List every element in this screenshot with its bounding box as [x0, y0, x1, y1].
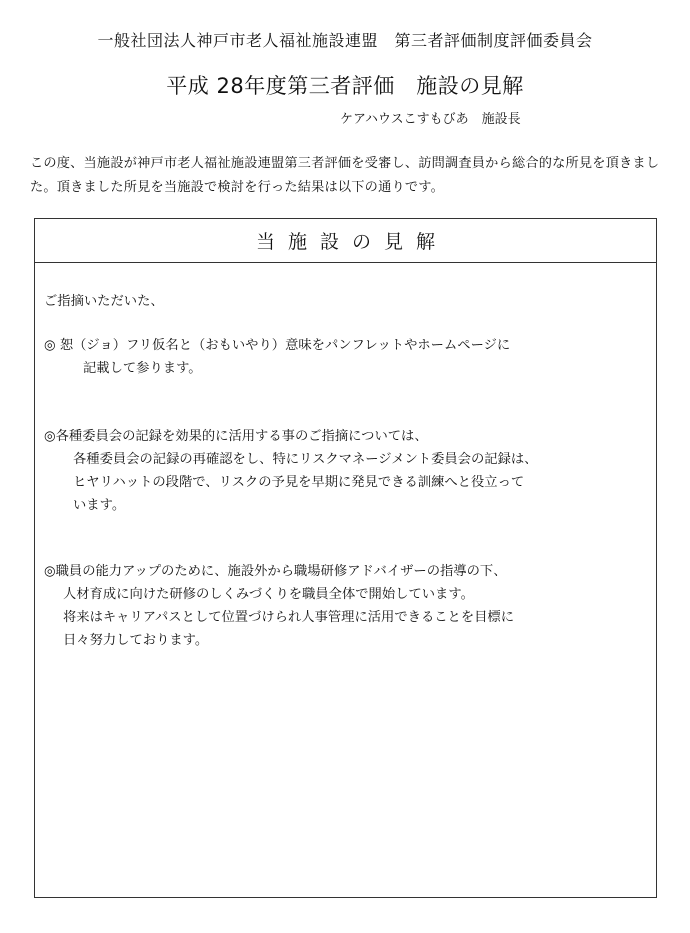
opinion-box-heading: 当施設の見解: [35, 219, 656, 263]
item-2-line-2: 各種委員会の記録の再確認をし、特にリスクマネージメント委員会の記録は、: [73, 452, 538, 467]
item-2-line-1: ◎各種委員会の記録を効果的に活用する事のご指摘については、: [44, 429, 428, 444]
intro-paragraph: この度、当施設が神戸市老人福祉施設連盟第三者評価を受審し、訪問調査員から総合的な所見を頂きました。頂きました所見を当施設で検討を行った結果は以下の通りです。: [30, 156, 660, 195]
item-1-line-1: ◎ 恕（ジョ）フリ仮名と（おもいやり）意味をパンフレットやホームページに: [44, 338, 511, 353]
item-3-line-3: 将来はキャリアパスとして位置づけられ人事管理に活用できることを目標に: [63, 610, 515, 625]
opinion-box: [34, 218, 657, 898]
greeting-text: ご指摘いただいた、: [44, 294, 164, 309]
organization-header: 一般社団法人神戸市老人福祉施設連盟 第三者評価制度評価委員会: [97, 31, 593, 50]
document-title: 平成 28年度第三者評価 施設の見解: [166, 74, 524, 98]
item-2-line-4: います。: [73, 498, 126, 513]
item-2-line-3: ヒヤリハットの段階で、リスクの予見を早期に発見できる訓練へと役立って: [73, 475, 525, 490]
item-3-line-2: 人材育成に向けた研修のしくみづくりを職員全体で開始しています。: [63, 587, 474, 602]
item-1-line-2: 記載して参ります。: [83, 361, 202, 376]
author-line: ケアハウスこすもびあ 施設長: [340, 112, 521, 127]
item-3-line-1: ◎職員の能力アップのために、施設外から職場研修アドバイザーの指導の下、: [44, 564, 507, 579]
item-3-line-4: 日々努力しております。: [63, 633, 209, 648]
